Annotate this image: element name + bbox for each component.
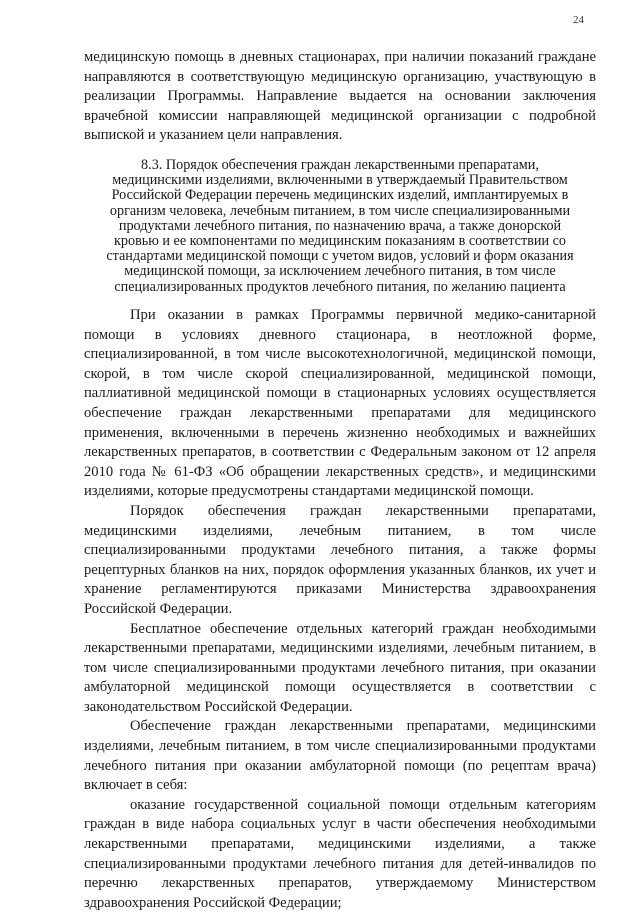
intro-paragraph: медицинскую помощь в дневных стационарах, при наличии показаний граждане направляются в соответствующую медицинскую организацию, участвующую в реализации Программы. Направление выдается на основании заключения врачебной комиссии направляющей медицинской организации с подробной выпиской и указанием цели направления.: [84, 49, 596, 144]
body-paragraphs: [84, 306, 596, 913]
page-number: 24: [573, 14, 584, 26]
paragraph: Бесплатное обеспечение отдельных категорий граждан необходимыми лекарственными препаратами, медицинскими изделиями, лечебным питанием, в том числе специализированными продуктами лечебного питания, при оказании амбулаторной медицинской помощи осуществляется в соответствии с законодательством Российской Федерации.: [84, 620, 596, 715]
intro-block: [84, 48, 596, 146]
paragraph: Порядок обеспечения граждан лекарственными препаратами, медицинскими изделиями, лечебным питанием, в том числе специализированными продуктами лечебного питания, а также формы рецептурных бланков на них, порядок оформления указанных бланков, их учет и хранение регламентируются приказами Министерства здравоохранения Российской Федерации.: [84, 502, 596, 617]
paragraph: оказание государственной социальной помощи отдельным категориям граждан в виде набора социальных услуг в части обеспечения необходимыми лекарственными препаратами, медицинскими изделиями, а также специализированными продуктами лечебного питания для детей-инвалидов по перечню лекарственных препаратов, утверждаемому Министерством здравоохранения Российской Федерации;: [84, 796, 596, 911]
paragraph: При оказании в рамках Программы первичной медико-санитарной помощи в условиях дневного стационара, в неотложной форме, специализированной, в том числе высокотехнологичной, медицинской помощи, скорой, в том числе скорой специализированной, медицинской помощи, паллиативной медицинской помощи в стационарных условиях осуществляется обеспечение граждан лекарственными препаратами для медицинского применения, включенными в перечень жизненно необходимых и важнейших лекарственных препаратов, в соответствии с Федеральным законом от 12 апреля 2010 года № 61-ФЗ «Об обращении лекарственных средств», и медицинскими изделиями, которые предусмотрены стандартами медицинской помощи.: [84, 307, 596, 500]
paragraph: Обеспечение граждан лекарственными препаратами, медицинскими изделиями, лечебным питанием, в том числе специализированными продуктами лечебного питания при оказании амбулаторной помощи (по рецептам врача) включает в себя:: [84, 718, 596, 794]
section-heading: 8.3. Порядок обеспечения граждан лекарственными препаратами, медицинскими изделиями, включенными в утверждаемый Правительством Российской Федерации перечень медицинских изделий, имплантируемых в организм человека, лечебным питанием, в том числе специализированными продуктами лечебного питания, по назначению врача, а также донорской кровью и ее компонентами по медицинским показаниям в соответствии со стандартами медицинской помощи с учетом видов, условий и форм оказания медицинской помощи, за исключением лечебного питания, в том числе специализированных продуктов лечебного питания, по желанию пациента: [106, 157, 574, 295]
